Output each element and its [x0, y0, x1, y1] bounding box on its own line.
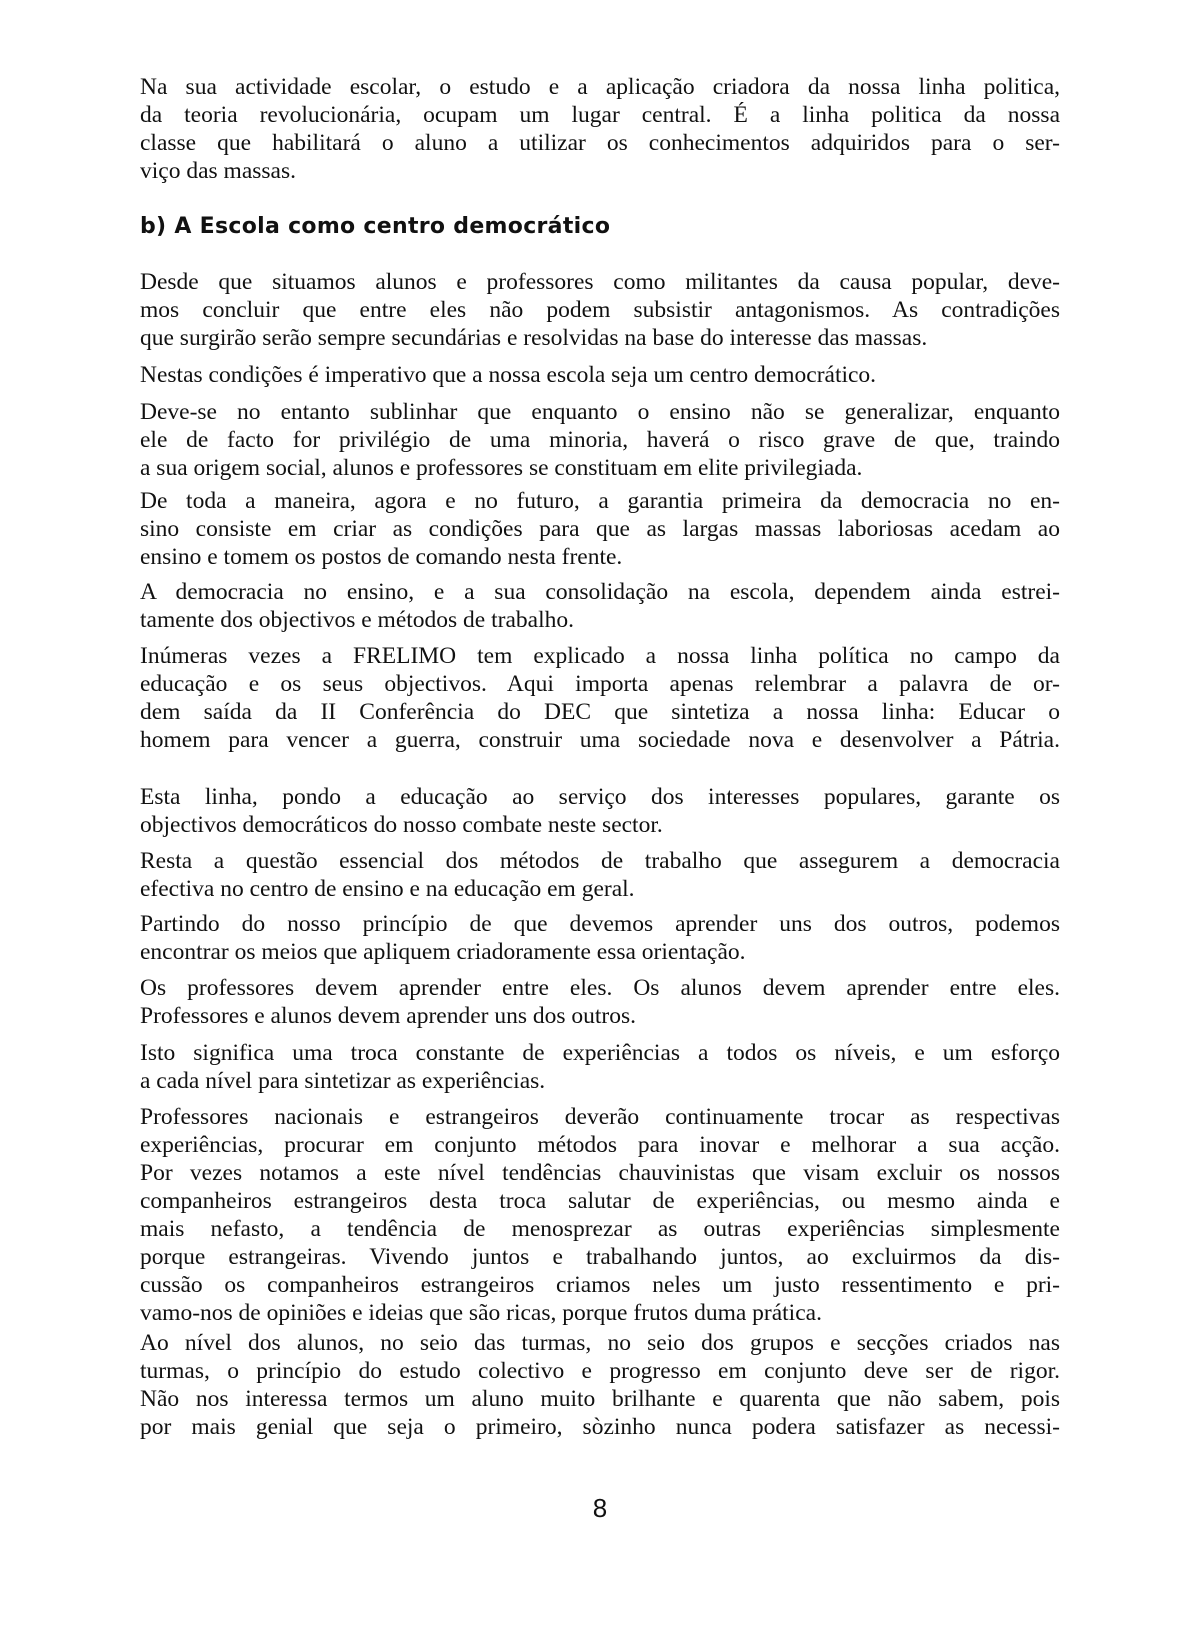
paragraph — [140, 1329, 1060, 1441]
paragraph — [140, 974, 1060, 1030]
text-line: Partindo do nosso princípio de que devemos aprender uns dos outros, podemos — [140, 911, 1060, 937]
text-line: turmas, o princípio do estudo colectivo e progresso em conjunto deve ser de rigor. — [140, 1358, 1060, 1384]
paragraph — [140, 487, 1060, 571]
text-line: homem para vencer a guerra, construir uma sociedade nova e desenvolver a Pátria. — [140, 727, 1060, 753]
text-line: Os professores devem aprender entre eles. Os alunos devem aprender entre eles. — [140, 975, 1060, 1001]
text-line: a cada nível para sintetizar as experiências. — [140, 1068, 546, 1094]
text-line: Resta a questão essencial dos métodos de trabalho que assegurem a democracia — [140, 848, 1060, 874]
text-line: Nestas condições é imperativo que a nossa escola seja um centro democrático. — [140, 362, 877, 388]
text-line: Professores nacionais e estrangeiros deverão continuamente trocar as respectivas — [140, 1104, 1060, 1130]
text-line: vamo-nos de opiniões e ideias que são ricas, porque frutos duma prática. — [140, 1300, 822, 1326]
intro-paragraph — [140, 73, 1060, 185]
paragraph — [140, 361, 1060, 389]
paragraph — [140, 1039, 1060, 1095]
text-line: ele de facto for privilégio de uma minoria, haverá o risco grave de que, traindo — [140, 427, 1060, 453]
text-line: experiências, procurar em conjunto métodos para inovar e melhorar a sua acção. — [140, 1132, 1060, 1158]
text-line: A democracia no ensino, e a sua consolidação na escola, dependem ainda estrei- — [140, 579, 1060, 605]
text-line: Por vezes notamos a este nível tendências chauvinistas que visam excluir os nossos — [140, 1160, 1060, 1186]
text-line: Esta linha, pondo a educação ao serviço dos interesses populares, garante os — [140, 784, 1060, 810]
paragraph — [140, 847, 1060, 903]
text-line: a sua origem social, alunos e professores se constituam em elite privilegiada. — [140, 455, 863, 481]
text-line: tamente dos objectivos e métodos de trabalho. — [140, 607, 574, 633]
paragraph — [140, 642, 1060, 754]
text-line: ensino e tomem os postos de comando nesta frente. — [140, 544, 623, 570]
text-line: que surgirão serão sempre secundárias e resolvidas na base do interesse das massas. — [140, 325, 928, 351]
text-line: Deve-se no entanto sublinhar que enquanto o ensino não se generalizar, enquanto — [140, 399, 1060, 425]
paragraph — [140, 268, 1060, 352]
text-line: Ao nível dos alunos, no seio das turmas, no seio dos grupos e secções criados nas — [140, 1330, 1060, 1356]
text-line: cussão os companheiros estrangeiros criamos neles um justo ressentimento e pri- — [140, 1272, 1060, 1298]
text-line: companheiros estrangeiros desta troca salutar de experiências, ou mesmo ainda e — [140, 1188, 1060, 1214]
text-line: sino consiste em criar as condições para que as largas massas laboriosas acedam ao — [140, 516, 1060, 542]
paragraph — [140, 910, 1060, 966]
text-line: por mais genial que seja o primeiro, sòzinho nunca podera satisfazer as necessi- — [140, 1414, 1060, 1440]
text-line: De toda a maneira, agora e no futuro, a garantia primeira da democracia no en- — [140, 488, 1060, 514]
paragraph — [140, 1103, 1060, 1327]
text-line: Professores e alunos devem aprender uns dos outros. — [140, 1003, 637, 1029]
section-heading: b) A Escola como centro democrático — [140, 214, 611, 239]
text-line: efectiva no centro de ensino e na educação em geral. — [140, 876, 635, 902]
page-number: 8 — [592, 1493, 608, 1523]
text-line: mais nefasto, a tendência de menosprezar as outras experiências simplesmente — [140, 1216, 1060, 1242]
text-line: Desde que situamos alunos e professores como militantes da causa popular, deve- — [140, 269, 1060, 295]
text-line: classe que habilitará o aluno a utilizar os conhecimentos adquiridos para o ser- — [140, 130, 1060, 156]
text-line: objectivos democráticos do nosso combate neste sector. — [140, 812, 663, 838]
text-line: viço das massas. — [140, 158, 296, 184]
text-line: dem saída da II Conferência do DEC que sintetiza a nossa linha: Educar o — [140, 699, 1060, 725]
paragraph — [140, 398, 1060, 482]
text-line: Não nos interessa termos um aluno muito brilhante e quarenta que não sabem, pois — [140, 1386, 1060, 1412]
paragraph — [140, 783, 1060, 839]
text-line: Isto significa uma troca constante de experiências a todos os níveis, e um esforço — [140, 1040, 1060, 1066]
text-line: encontrar os meios que apliquem criadoramente essa orientação. — [140, 939, 746, 965]
text-line: educação e os seus objectivos. Aqui importa apenas relembrar a palavra de or- — [140, 671, 1060, 697]
text-line: Inúmeras vezes a FRELIMO tem explicado a nossa linha política no campo da — [140, 643, 1060, 669]
text-line: da teoria revolucionária, ocupam um lugar central. É a linha politica da nossa — [140, 102, 1060, 128]
text-line: mos concluir que entre eles não podem subsistir antagonismos. As contradições — [140, 297, 1060, 323]
text-line: porque estrangeiras. Vivendo juntos e trabalhando juntos, ao excluirmos da dis- — [140, 1244, 1060, 1270]
text-line: Na sua actividade escolar, o estudo e a aplicação criadora da nossa linha politica, — [140, 74, 1060, 100]
paragraph — [140, 578, 1060, 634]
